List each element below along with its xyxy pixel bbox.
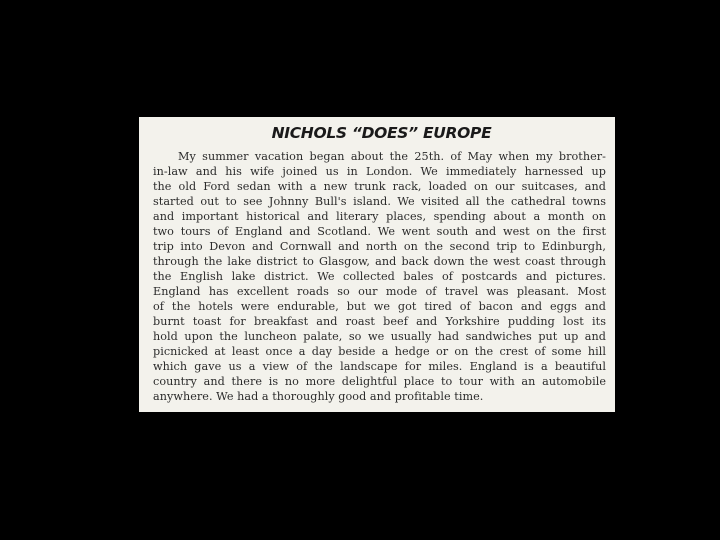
article-line: of the hotels were endurable, but we got tired of bacon and eggs and <box>153 300 606 313</box>
article-line: started out to see Johnny Bull's island. We visited all the cathedral towns <box>153 195 606 208</box>
article-line: which gave us a view of the landscape for miles. England is a beautiful <box>153 360 606 373</box>
article-line: through the lake district to Glasgow, and back down the west coast through <box>153 255 606 268</box>
article-line: hold upon the luncheon palate, so we usually had sandwiches put up and <box>153 330 606 343</box>
article-line: picnicked at least once a day beside a hedge or on the crest of some hill <box>153 345 606 358</box>
article-line: in-law and his wife joined us in London. We immediately harnessed up <box>153 165 606 178</box>
newspaper-clipping <box>139 117 615 412</box>
article-line: England has excellent roads so our mode of travel was pleasant. Most <box>153 285 606 298</box>
article-line: burnt toast for breakfast and roast beef and Yorkshire pudding lost its <box>153 315 606 328</box>
article-line: anywhere. We had a thoroughly good and profitable time. <box>153 390 484 403</box>
article-body <box>153 149 606 404</box>
article-line: country and there is no more delightful place to tour with an automobile <box>153 375 606 388</box>
article-line: the English lake district. We collected bales of postcards and pictures. <box>153 270 606 283</box>
article-line: and important historical and literary places, spending about a month on <box>153 210 606 223</box>
article-title: NICHOLS “DOES” EUROPE <box>271 124 492 142</box>
article-line: My summer vacation began about the 25th. of May when my brother- <box>178 150 606 163</box>
article-line: trip into Devon and Cornwall and north on the second trip to Edinburgh, <box>153 240 606 253</box>
article-line: two tours of England and Scotland. We went south and west on the first <box>153 225 606 238</box>
article-line: the old Ford sedan with a new trunk rack, loaded on our suitcases, and <box>153 180 606 193</box>
